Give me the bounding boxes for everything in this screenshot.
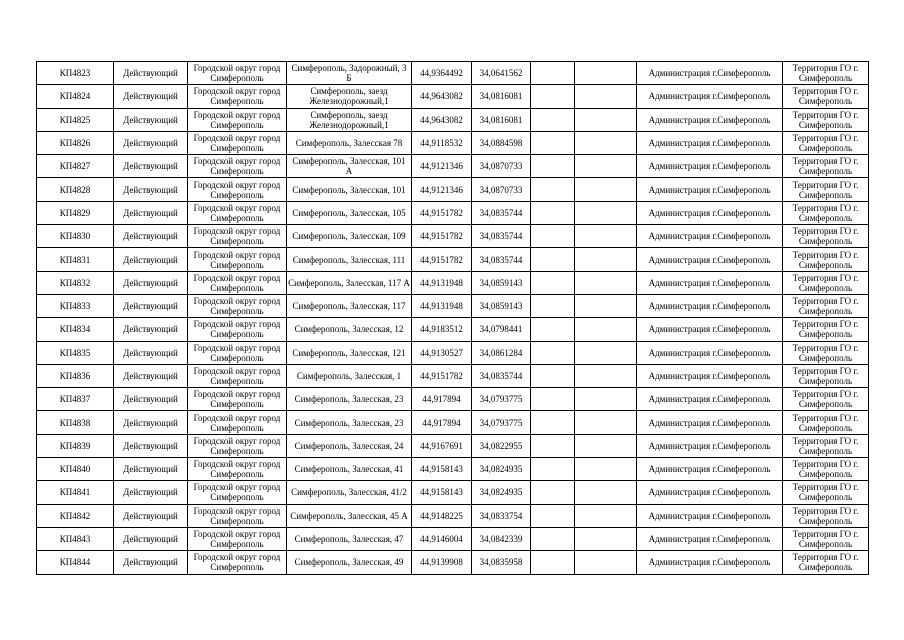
cell-longitude: 34,0824935 [472, 481, 531, 504]
cell-longitude: 34,0884598 [472, 131, 531, 154]
cell-address: Симферополь, Залесская, 1 [287, 364, 412, 387]
cell-district: Городской округ город Симферополь [188, 225, 287, 248]
table-row [37, 388, 869, 411]
cell-territory: Территория ГО г. Симферополь [783, 178, 869, 201]
cell-empty [531, 527, 575, 550]
cell-longitude: 34,0861284 [472, 341, 531, 364]
cell-empty [531, 62, 575, 85]
cell-object-id: КП4827 [37, 155, 114, 178]
cell-empty [575, 271, 637, 294]
cell-object-id: КП4843 [37, 527, 114, 550]
cell-object-id: КП4825 [37, 108, 114, 131]
table-row [37, 364, 869, 387]
cell-object-id: КП4841 [37, 481, 114, 504]
cell-organization: Администрация г.Симферополь [637, 551, 783, 574]
cell-empty [531, 131, 575, 154]
cell-longitude: 34,0835744 [472, 364, 531, 387]
cell-district: Городской округ город Симферополь [188, 341, 287, 364]
cell-status: Действующий [114, 178, 188, 201]
cell-address: Симферополь, Залесская, 121 [287, 341, 412, 364]
cell-empty [575, 178, 637, 201]
table-row [37, 318, 869, 341]
cell-longitude: 34,0793775 [472, 411, 531, 434]
table-row [37, 504, 869, 527]
cell-object-id: КП4834 [37, 318, 114, 341]
cell-district: Городской округ город Симферополь [188, 108, 287, 131]
cell-object-id: КП4835 [37, 341, 114, 364]
cell-organization: Администрация г.Симферополь [637, 364, 783, 387]
table-row [37, 178, 869, 201]
cell-territory: Территория ГО г. Симферополь [783, 62, 869, 85]
cell-district: Городской округ город Симферополь [188, 294, 287, 317]
cell-status: Действующий [114, 364, 188, 387]
cell-address: Симферополь, Залесская, 41 [287, 458, 412, 481]
cell-object-id: КП4833 [37, 294, 114, 317]
cell-object-id: КП4837 [37, 388, 114, 411]
cell-territory: Территория ГО г. Симферополь [783, 551, 869, 574]
cell-territory: Территория ГО г. Симферополь [783, 318, 869, 341]
cell-empty [575, 411, 637, 434]
cell-status: Действующий [114, 411, 188, 434]
cell-longitude: 34,0835744 [472, 201, 531, 224]
cell-empty [531, 201, 575, 224]
table-row [37, 481, 869, 504]
cell-status: Действующий [114, 504, 188, 527]
cell-empty [531, 108, 575, 131]
cell-latitude: 44,9643082 [412, 85, 472, 108]
cell-longitude: 34,0816081 [472, 85, 531, 108]
cell-empty [531, 318, 575, 341]
cell-empty [575, 225, 637, 248]
cell-address: Симферополь, Залесская, 45 А [287, 504, 412, 527]
cell-organization: Администрация г.Симферополь [637, 481, 783, 504]
cell-empty [531, 248, 575, 271]
cell-address: Симферополь, Залесская, 101 А [287, 155, 412, 178]
cell-address: Симферополь, Залесская, 47 [287, 527, 412, 550]
table-row [37, 248, 869, 271]
cell-territory: Территория ГО г. Симферополь [783, 155, 869, 178]
cell-address: Симферополь, Залесская, 12 [287, 318, 412, 341]
cell-address: Симферополь, Залесская, 101 [287, 178, 412, 201]
cell-empty [531, 341, 575, 364]
cell-longitude: 34,0870733 [472, 155, 531, 178]
cell-longitude: 34,0859143 [472, 271, 531, 294]
cell-latitude: 44,9151782 [412, 248, 472, 271]
cell-organization: Администрация г.Симферополь [637, 527, 783, 550]
table-row [37, 527, 869, 550]
cell-longitude: 34,0822955 [472, 434, 531, 457]
cell-territory: Территория ГО г. Симферополь [783, 201, 869, 224]
cell-latitude: 44,9130527 [412, 341, 472, 364]
cell-status: Действующий [114, 388, 188, 411]
cell-address: Симферополь, Залесская, 117 А [287, 271, 412, 294]
cell-object-id: КП4824 [37, 85, 114, 108]
cell-organization: Администрация г.Симферополь [637, 131, 783, 154]
cell-object-id: КП4830 [37, 225, 114, 248]
cell-status: Действующий [114, 481, 188, 504]
cell-address: Симферополь, Задорожный, 3 Б [287, 62, 412, 85]
cell-object-id: КП4844 [37, 551, 114, 574]
cell-latitude: 44,9151782 [412, 201, 472, 224]
cell-object-id: КП4842 [37, 504, 114, 527]
cell-empty [531, 388, 575, 411]
cell-organization: Администрация г.Симферополь [637, 248, 783, 271]
cell-latitude: 44,9151782 [412, 364, 472, 387]
cell-object-id: КП4836 [37, 364, 114, 387]
cell-object-id: КП4838 [37, 411, 114, 434]
cell-district: Городской округ город Симферополь [188, 131, 287, 154]
cell-object-id: КП4831 [37, 248, 114, 271]
cell-territory: Территория ГО г. Симферополь [783, 411, 869, 434]
cell-organization: Администрация г.Симферополь [637, 108, 783, 131]
cell-empty [531, 458, 575, 481]
cell-district: Городской округ город Симферополь [188, 62, 287, 85]
table-row [37, 294, 869, 317]
cell-district: Городской округ город Симферополь [188, 271, 287, 294]
cell-territory: Территория ГО г. Симферополь [783, 504, 869, 527]
cell-organization: Администрация г.Симферополь [637, 85, 783, 108]
cell-latitude: 44,917894 [412, 411, 472, 434]
cell-empty [531, 504, 575, 527]
cell-territory: Территория ГО г. Симферополь [783, 85, 869, 108]
cell-address: Симферополь, Залесская, 41/2 [287, 481, 412, 504]
cell-territory: Территория ГО г. Симферополь [783, 225, 869, 248]
cell-address: Симферополь, Залесская, 111 [287, 248, 412, 271]
table-row [37, 108, 869, 131]
cell-district: Городской округ город Симферополь [188, 551, 287, 574]
cell-latitude: 44,9158143 [412, 481, 472, 504]
cell-district: Городской округ город Симферополь [188, 434, 287, 457]
cell-status: Действующий [114, 341, 188, 364]
cell-organization: Администрация г.Симферополь [637, 201, 783, 224]
cell-address: Симферополь, Залесская, 117 [287, 294, 412, 317]
table-row [37, 434, 869, 457]
cell-object-id: КП4828 [37, 178, 114, 201]
cell-latitude: 44,9121346 [412, 155, 472, 178]
table-row [37, 201, 869, 224]
cell-longitude: 34,0824935 [472, 458, 531, 481]
cell-empty [531, 178, 575, 201]
cell-status: Действующий [114, 225, 188, 248]
cell-empty [575, 294, 637, 317]
cell-territory: Территория ГО г. Симферополь [783, 341, 869, 364]
cell-territory: Территория ГО г. Симферополь [783, 527, 869, 550]
table-row [37, 131, 869, 154]
cell-latitude: 44,9131948 [412, 294, 472, 317]
cell-status: Действующий [114, 294, 188, 317]
cell-district: Городской округ город Симферополь [188, 481, 287, 504]
cell-object-id: КП4823 [37, 62, 114, 85]
cell-territory: Территория ГО г. Симферополь [783, 481, 869, 504]
cell-district: Городской округ город Симферополь [188, 178, 287, 201]
cell-address: Симферополь, Залесская, 24 [287, 434, 412, 457]
table-row [37, 551, 869, 574]
cell-empty [575, 434, 637, 457]
cell-organization: Администрация г.Симферополь [637, 318, 783, 341]
table-body [37, 62, 869, 575]
cell-territory: Территория ГО г. Симферополь [783, 458, 869, 481]
cell-territory: Территория ГО г. Симферополь [783, 131, 869, 154]
cell-address: Симферополь, Залесская, 23 [287, 411, 412, 434]
cell-empty [575, 85, 637, 108]
cell-organization: Администрация г.Симферополь [637, 434, 783, 457]
cell-empty [575, 504, 637, 527]
cell-empty [531, 155, 575, 178]
cell-latitude: 44,9131948 [412, 271, 472, 294]
table-row [37, 458, 869, 481]
cell-address: Симферополь, заезд Железнодорожный,1 [287, 85, 412, 108]
cell-latitude: 44,9183512 [412, 318, 472, 341]
cell-status: Действующий [114, 434, 188, 457]
cell-organization: Администрация г.Симферополь [637, 411, 783, 434]
table-row [37, 341, 869, 364]
cell-empty [531, 411, 575, 434]
cell-empty [575, 131, 637, 154]
table-row [37, 62, 869, 85]
cell-territory: Территория ГО г. Симферополь [783, 248, 869, 271]
cell-empty [531, 294, 575, 317]
cell-empty [531, 434, 575, 457]
cell-address: Симферополь, Залесская, 105 [287, 201, 412, 224]
cell-empty [575, 364, 637, 387]
cell-latitude: 44,9118532 [412, 131, 472, 154]
cell-status: Действующий [114, 248, 188, 271]
cell-district: Городской округ город Симферополь [188, 411, 287, 434]
cell-empty [575, 551, 637, 574]
cell-territory: Территория ГО г. Симферополь [783, 294, 869, 317]
cell-district: Городской округ город Симферополь [188, 318, 287, 341]
cell-longitude: 34,0859143 [472, 294, 531, 317]
cell-status: Действующий [114, 201, 188, 224]
cell-empty [531, 271, 575, 294]
cell-longitude: 34,0793775 [472, 388, 531, 411]
cell-longitude: 34,0870733 [472, 178, 531, 201]
cell-status: Действующий [114, 458, 188, 481]
cell-object-id: КП4840 [37, 458, 114, 481]
cell-latitude: 44,9167691 [412, 434, 472, 457]
cell-territory: Территория ГО г. Симферополь [783, 434, 869, 457]
cell-longitude: 34,0641562 [472, 62, 531, 85]
table-row [37, 271, 869, 294]
cell-address: Симферополь, заезд Железнодорожный,1 [287, 108, 412, 131]
cell-latitude: 44,9121346 [412, 178, 472, 201]
cell-longitude: 34,0798441 [472, 318, 531, 341]
cell-organization: Администрация г.Симферополь [637, 504, 783, 527]
cell-address: Симферополь, Залесская, 23 [287, 388, 412, 411]
cell-empty [575, 155, 637, 178]
cell-latitude: 44,917894 [412, 388, 472, 411]
cell-district: Городской округ город Симферополь [188, 458, 287, 481]
cell-empty [531, 551, 575, 574]
document-table [36, 61, 869, 575]
cell-status: Действующий [114, 551, 188, 574]
cell-status: Действующий [114, 131, 188, 154]
cell-empty [575, 108, 637, 131]
cell-territory: Территория ГО г. Симферополь [783, 364, 869, 387]
cell-latitude: 44,9151782 [412, 225, 472, 248]
cell-longitude: 34,0835958 [472, 551, 531, 574]
cell-longitude: 34,0835744 [472, 248, 531, 271]
cell-territory: Территория ГО г. Симферополь [783, 108, 869, 131]
cell-address: Симферополь, Залесская, 49 [287, 551, 412, 574]
cell-status: Действующий [114, 155, 188, 178]
cell-organization: Администрация г.Симферополь [637, 271, 783, 294]
table-row [37, 155, 869, 178]
cell-organization: Администрация г.Симферополь [637, 225, 783, 248]
table-row [37, 85, 869, 108]
cell-object-id: КП4839 [37, 434, 114, 457]
cell-address: Симферополь, Залесская 78 [287, 131, 412, 154]
cell-district: Городской округ город Симферополь [188, 248, 287, 271]
cell-territory: Территория ГО г. Симферополь [783, 388, 869, 411]
cell-status: Действующий [114, 85, 188, 108]
cell-organization: Администрация г.Симферополь [637, 294, 783, 317]
cell-district: Городской округ город Симферополь [188, 201, 287, 224]
cell-latitude: 44,9643082 [412, 108, 472, 131]
cell-latitude: 44,9158143 [412, 458, 472, 481]
cell-latitude: 44,9146004 [412, 527, 472, 550]
cell-empty [575, 481, 637, 504]
cell-organization: Администрация г.Симферополь [637, 62, 783, 85]
cell-district: Городской округ город Симферополь [188, 155, 287, 178]
cell-status: Действующий [114, 108, 188, 131]
table-row [37, 411, 869, 434]
cell-district: Городской округ город Симферополь [188, 364, 287, 387]
cell-latitude: 44,9139908 [412, 551, 472, 574]
cell-status: Действующий [114, 62, 188, 85]
cell-longitude: 34,0842339 [472, 527, 531, 550]
cell-district: Городской округ город Симферополь [188, 504, 287, 527]
cell-organization: Администрация г.Симферополь [637, 388, 783, 411]
cell-district: Городской округ город Симферополь [188, 388, 287, 411]
cell-status: Действующий [114, 318, 188, 341]
cell-empty [531, 364, 575, 387]
cell-longitude: 34,0816081 [472, 108, 531, 131]
cell-empty [531, 225, 575, 248]
cell-empty [575, 201, 637, 224]
cell-empty [575, 458, 637, 481]
cell-status: Действующий [114, 271, 188, 294]
cell-address: Симферополь, Залесская, 109 [287, 225, 412, 248]
cell-object-id: КП4832 [37, 271, 114, 294]
cell-territory: Территория ГО г. Симферополь [783, 271, 869, 294]
cell-empty [575, 248, 637, 271]
cell-organization: Администрация г.Симферополь [637, 458, 783, 481]
cell-object-id: КП4829 [37, 201, 114, 224]
cell-organization: Администрация г.Симферополь [637, 155, 783, 178]
cell-empty [575, 388, 637, 411]
cell-object-id: КП4826 [37, 131, 114, 154]
cell-longitude: 34,0833754 [472, 504, 531, 527]
cell-status: Действующий [114, 527, 188, 550]
cell-organization: Администрация г.Симферополь [637, 341, 783, 364]
cell-empty [575, 341, 637, 364]
table-row [37, 225, 869, 248]
cell-empty [575, 62, 637, 85]
cell-empty [531, 85, 575, 108]
cell-empty [575, 318, 637, 341]
cell-empty [531, 481, 575, 504]
cell-district: Городской округ город Симферополь [188, 85, 287, 108]
cell-latitude: 44,9148225 [412, 504, 472, 527]
cell-longitude: 34,0835744 [472, 225, 531, 248]
cell-district: Городской округ город Симферополь [188, 527, 287, 550]
cell-organization: Администрация г.Симферополь [637, 178, 783, 201]
cell-latitude: 44,9364492 [412, 62, 472, 85]
cell-empty [575, 527, 637, 550]
